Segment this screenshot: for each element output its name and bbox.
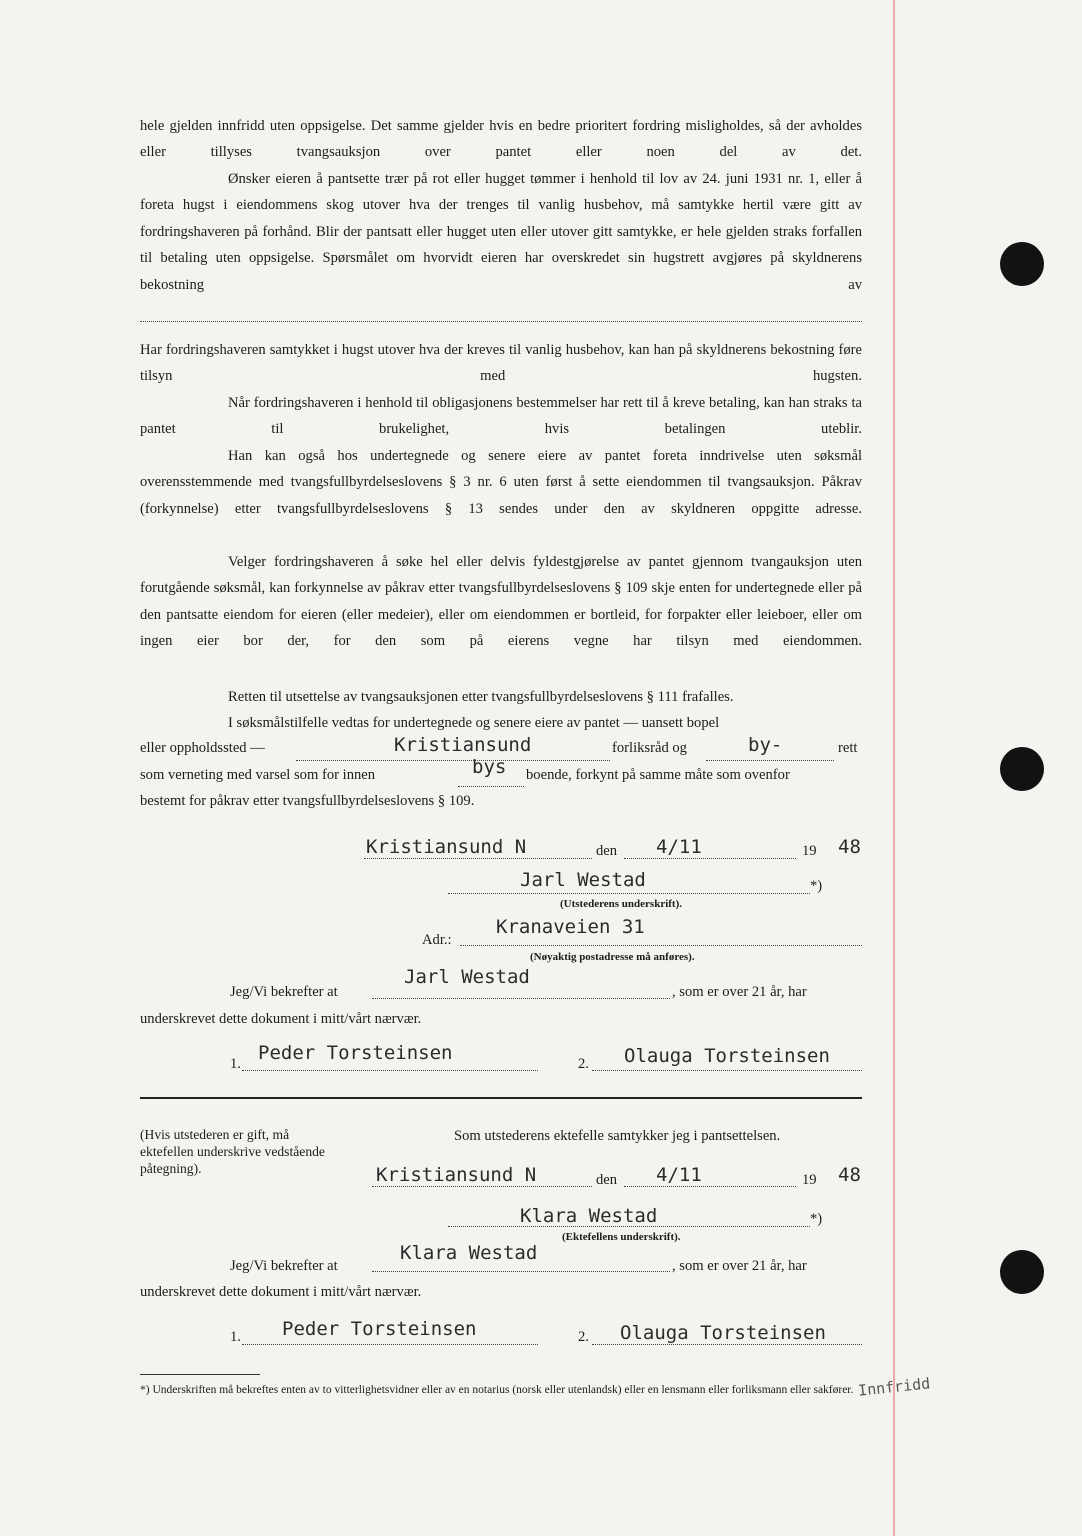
issuer-signature-line [448,893,810,894]
witness1-num: 1. [230,1056,241,1072]
address-line [460,945,862,946]
punch-hole [1000,747,1044,791]
spouse-date: 4/11 [656,1164,702,1186]
spouse-witness2-num: 2. [578,1329,589,1345]
paragraph-5: Han kan også hos undertegnede og senere eiere av pantet foreta inndrivelse uten søksmål overensstemmende med tvangsfullbyrdelseslovens § 3 nr. 6 uten først å sette eiendommen til tvangsauksjon. Påkrav (forkynnelse) etter tvangsfullbyrdelseslovens § 13 sendes under den av skyldneren oppgitte adresse. [140,448,862,517]
footnote: *) Underskriften må bekreftes enten av to vitterlighetsvidner eller av en notarius (norsk eller utenlandsk) eller en lensmann eller forliksmann eller sakfører. [140,1384,854,1396]
venue-line1-prefix: eller oppholdssted — [140,740,265,756]
spouse-star: *) [810,1211,823,1227]
paragraph-2: Ønsker eieren å pantsette trær på rot eller hugget tømmer i henhold til lov av 24. juni 1931 nr. 1, eller å foreta hugst i eiendommens skog utover hva der trenges til vanlig husbehov, må samtykke hertil være gitt av fordringshaveren på forhånd. Blir der pantsatt eller hugget uten eller utover gitt samtykke, er hele gjelden straks forfallen til betaling uten oppsigelse. Spørsmålet om hvorvidt eieren har overskredet sin hugstrett avgjøres på skyldnerens bekostning av [140,171,862,293]
confirm-suffix: , som er over 21 år, har [672,984,807,1000]
witness2-line [592,1070,862,1071]
sign-date: 4/11 [656,836,702,858]
issuer-signature: Jarl Westad [520,869,646,891]
paragraph-6: Velger fordringshaveren å søke hel eller delvis fyldestgjørelse av pantet gjennom tvangauksjon uten forutgående søksmål, kan forkynnelse av påkrav etter tvangsfullbyrdelseslovens § 109 skje enten for undertegnede eller på den pantsatte eiendom for eieren (eller medeier), eller om eiendommen er bortleid, for forpakter eller leieboer, eller om ingen eier bor der, for den som på eierens vegne har tilsyn med eiendommen. [140,554,862,650]
witness2-num: 2. [578,1056,589,1072]
venue-bys-line [458,786,524,787]
sign-place: Kristiansund N [366,836,527,858]
spouse-confirm-line2: underskrevet dette dokument i mitt/vårt nærvær. [140,1284,422,1300]
innfridd-stamp: Innfridd [857,1374,931,1400]
spouse-den: den [596,1172,618,1188]
spouse-date-line [624,1186,796,1187]
paragraph-4: Når fordringshaveren i henhold til obligasjonens bestemmelser har rett til å kreve betaling, kan han straks ta pantet til brukelighet, hvis betalingen uteblir. [140,395,862,438]
paragraph-3: Har fordringshaveren samtykket i hugst utover hva der kreves til vanlig husbehov, kan han på skyldnerens bekostning føre tilsyn med hugsten. [140,342,862,385]
venue-line1-suffix: rett [838,740,858,756]
sign-year-suffix: 48 [838,836,861,858]
spouse-caption: (Ektefellens underskrift). [562,1231,681,1243]
witness1-signature: Peder Torsteinsen [258,1042,453,1064]
spouse-side-note: (Hvis utstederen er gift, må ektefellen underskrive vedstående påtegning). [140,1127,325,1176]
spouse-place: Kristiansund N [376,1164,537,1186]
paragraph-8: I søksmålstilfelle vedtas for undertegnede og senere eiere av pantet — uansett bopel [228,715,720,731]
footnote-rule [140,1374,260,1375]
sign-den: den [596,843,618,859]
venue-bys: bys [472,756,507,778]
spouse-confirm-name: Klara Westad [400,1242,538,1264]
venue-by: by- [748,734,783,756]
sign-year-prefix: 19 [802,843,817,859]
punch-hole [1000,1250,1044,1294]
spouse-year-prefix: 19 [802,1172,817,1188]
issuer-star: *) [810,878,823,894]
venue-city: Kristiansund [394,734,532,756]
venue-line2-prefix: som verneting med varsel som for innen [140,767,376,783]
adr-label: Adr.: [422,932,452,948]
sign-date-line [624,858,796,859]
spouse-confirm-suffix: , som er over 21 år, har [672,1258,807,1274]
spouse-witness1-line [242,1344,538,1345]
spouse-confirm-prefix: Jeg/Vi bekrefter at [230,1258,338,1274]
spouse-year-suffix: 48 [838,1164,861,1186]
witness2-signature: Olauga Torsteinsen [624,1045,830,1067]
blank-line [140,321,862,322]
paragraph-7: Retten til utsettelse av tvangsauksjonen etter tvangsfullbyrdelseslovens § 111 frafalles. [228,689,734,705]
issuer-caption: (Utstederens underskrift). [560,898,683,910]
spouse-signature-line [448,1226,810,1227]
spouse-witness1-signature: Peder Torsteinsen [282,1318,477,1340]
spouse-witness2-signature: Olauga Torsteinsen [620,1322,826,1344]
confirm-line2: underskrevet dette dokument i mitt/vårt nærvær. [140,1011,422,1027]
venue-by-line [706,760,834,761]
venue-line2-suffix: boende, forkynt på samme måte som ovenfor [526,767,790,783]
witness1-line [242,1070,538,1071]
venue-line1-mid: forliksråd og [612,740,687,756]
punch-hole [1000,242,1044,286]
confirm-name-line [372,998,670,999]
address-caption: (Nøyaktig postadresse må anføres). [530,951,695,963]
section-divider [140,1097,862,1099]
issuer-address: Kranaveien 31 [496,916,645,938]
spouse-witness1-num: 1. [230,1329,241,1345]
venue-line3: bestemt for påkrav etter tvangsfullbyrdelseslovens § 109. [140,793,475,809]
spouse-heading: Som utstederens ektefelle samtykker jeg i pantsettelsen. [454,1128,781,1144]
confirm-name: Jarl Westad [404,966,530,988]
venue-city-line [296,760,610,761]
sign-place-line [364,858,592,859]
spouse-signature: Klara Westad [520,1205,658,1227]
confirm-prefix: Jeg/Vi bekrefter at [230,984,338,1000]
paragraph-1: hele gjelden innfridd uten oppsigelse. Det samme gjelder hvis en bedre prioritert fordring misligholdes, så der avholdes eller tillyses tvangsauksjon over pantet eller noen del av det. [140,118,862,161]
margin-line [893,0,895,1536]
spouse-witness2-line [592,1344,862,1345]
spouse-confirm-line [372,1271,670,1272]
spouse-place-line [372,1186,592,1187]
